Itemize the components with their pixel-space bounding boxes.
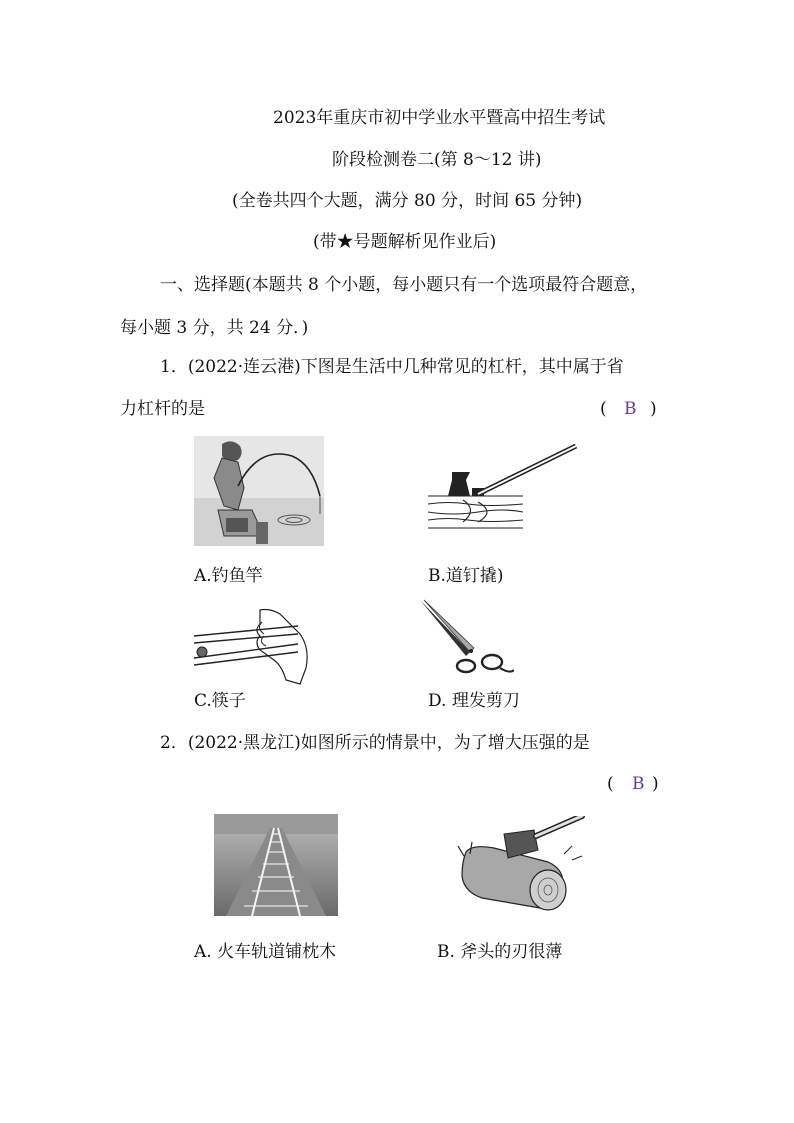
railway-track-figure (214, 814, 338, 916)
q1-answer-bracket-close: ) (650, 399, 657, 419)
exam-note: (带★号题解析见作业后) (313, 232, 497, 252)
q1-answer: B (624, 399, 637, 419)
axe-figure (456, 816, 588, 916)
exam-info: (全卷共四个大题，满分 80 分，时间 65 分钟) (232, 191, 583, 211)
fishing-rod-figure (194, 436, 324, 546)
q2-answer: B (632, 774, 645, 794)
exam-title: 2023年重庆市初中学业水平暨高中招生考试 (273, 108, 606, 128)
q1-stem-line1: 1．(2022·连云港)下图是生活中几种常见的杠杆，其中属于省 (160, 357, 624, 377)
section-heading-line2: 每小题 3 分，共 24 分．) (120, 318, 309, 338)
q1-option-b: B.道钉撬) (428, 566, 504, 586)
q2-option-a: A. 火车轨道铺枕木 (194, 942, 337, 962)
section-heading-line1: 一、选择题(本题共 8 个小题，每小题只有一个选项最符合题意， (160, 275, 648, 295)
q2-answer-bracket-close: ) (652, 774, 659, 794)
q1-stem-line2: 力杠杆的是 (120, 399, 205, 419)
q1-option-d: D. 理发剪刀 (428, 691, 520, 711)
q1-option-a: A.钓鱼竿 (194, 566, 263, 586)
exam-subtitle: 阶段检测卷二(第 8～12 讲) (332, 150, 542, 170)
rail-spike-bar-figure (428, 444, 580, 536)
q1-answer-bracket-open: ( (600, 399, 607, 419)
q2-answer-bracket-open: ( (607, 774, 614, 794)
scissors-figure (418, 598, 514, 682)
q2-stem-line1: 2．(2022·黑龙江)如图所示的情景中，为了增大压强的是 (160, 733, 590, 753)
q2-option-b: B. 斧头的刃很薄 (437, 942, 563, 962)
chopsticks-figure (192, 608, 310, 688)
q1-option-c: C.筷子 (194, 691, 246, 711)
